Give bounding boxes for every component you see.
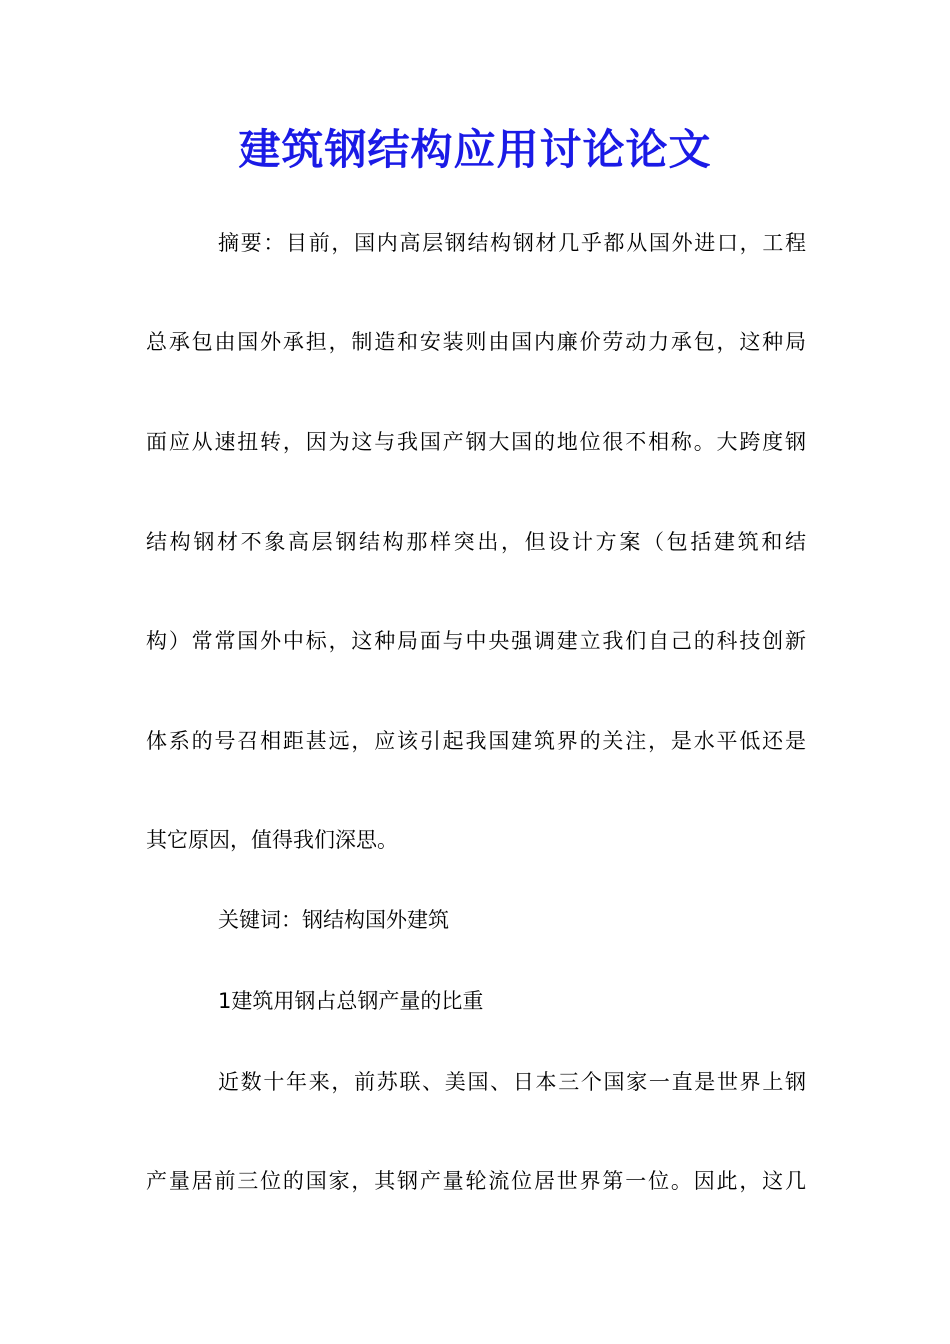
- abstract-line-2: 总承包由国外承担，制造和安装则由国内廉价劳动力承包，这种局: [146, 330, 806, 354]
- keywords: 关键词：钢结构国外建筑: [218, 908, 449, 932]
- abstract-line-7: 其它原因，值得我们深思。: [146, 828, 398, 852]
- abstract-line-1: 摘要：目前，国内高层钢结构钢材几乎都从国外进口，工程: [218, 231, 806, 255]
- body-line-2: 产量居前三位的国家，其钢产量轮流位居世界第一位。因此，这几: [146, 1169, 806, 1193]
- document-title: 建筑钢结构应用讨论论文: [238, 125, 712, 174]
- abstract-line-3: 面应从速扭转，因为这与我国产钢大国的地位很不相称。大跨度钢: [146, 430, 806, 454]
- section-heading: 1建筑用钢占总钢产量的比重: [218, 989, 484, 1013]
- abstract-line-4: 结构钢材不象高层钢结构那样突出，但设计方案（包括建筑和结: [146, 530, 806, 554]
- abstract-line-6: 体系的号召相距甚远，应该引起我国建筑界的关注，是水平低还是: [146, 729, 806, 753]
- body-line-1: 近数十年来，前苏联、美国、日本三个国家一直是世界上钢: [218, 1070, 806, 1094]
- abstract-line-5: 构）常常国外中标，这种局面与中央强调建立我们自己的科技创新: [146, 629, 806, 653]
